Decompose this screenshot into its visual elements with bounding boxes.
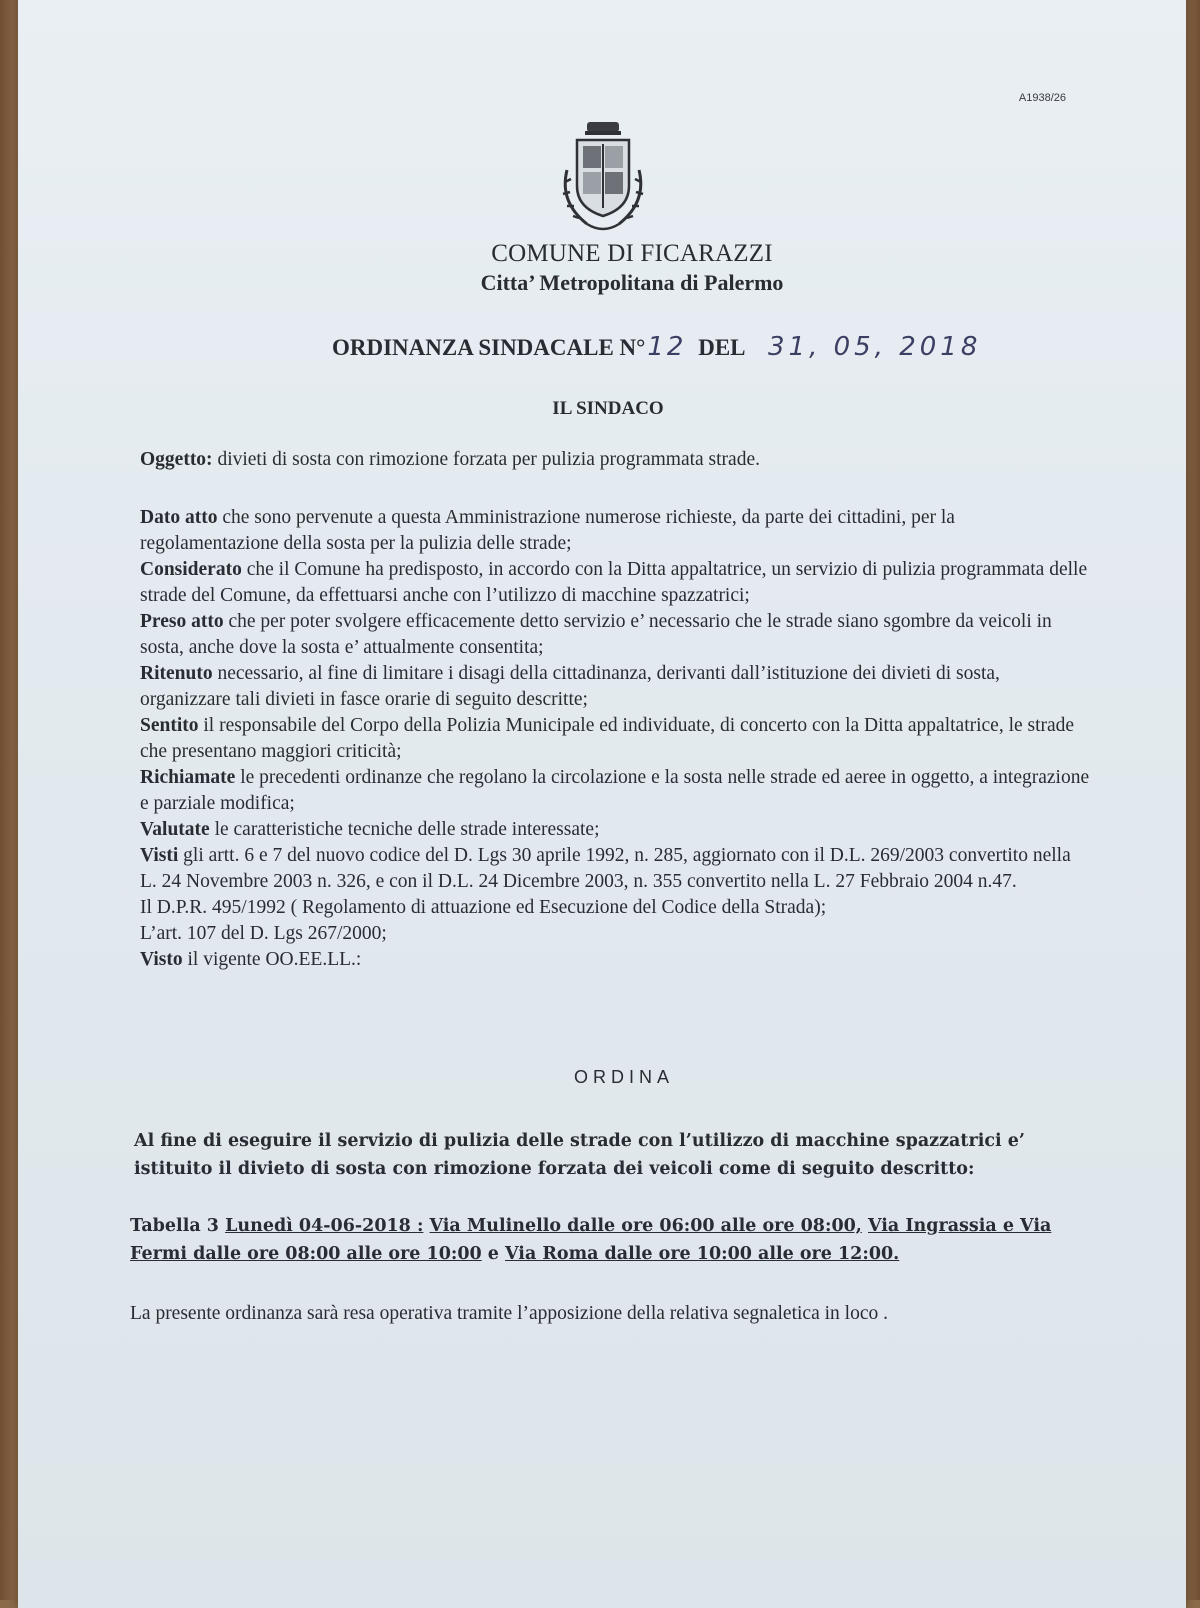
ordinance-number: 12 bbox=[647, 332, 687, 362]
schedule-block bbox=[130, 1212, 1095, 1268]
disposition-text: Al fine di eseguire il servizio di pulizia delle strade con l’utilizzo di macchine spazzatrici e’ istituito il divieto di sosta con rimozione forzata dei veicoli come di seguito descritto: bbox=[134, 1131, 1025, 1179]
header bbox=[18, 240, 1186, 296]
premise-label: Ritenuto bbox=[140, 663, 213, 684]
premise-text: gli artt. 6 e 7 del nuovo codice del D. Lgs 30 aprile 1992, n. 285, aggiornato con il D.L. 269/2003 convertito nella L. 24 Novembre 2003 n. 326, e con il D.L. 24 Dicembre 2003, n. 355 convertito nella L. 27 Febbraio 2004 n.47. bbox=[140, 845, 1071, 892]
table-label: Tabella 3 bbox=[130, 1216, 219, 1236]
premise-item bbox=[140, 661, 1090, 713]
premise-text: che per poter svolgere efficacemente detto servizio e’ necessario che le strade siano sgombre da veicoli in sosta, anche dove la sosta e’ attualmente consentita; bbox=[140, 611, 1052, 658]
subject-label: Oggetto: bbox=[140, 449, 213, 470]
ordinance-title bbox=[332, 332, 981, 362]
premise-label: Valutate bbox=[140, 819, 210, 840]
premise-label: Visto bbox=[140, 949, 183, 970]
premise-text: Il D.P.R. 495/1992 ( Regolamento di attuazione ed Esecuzione del Codice della Strada); bbox=[140, 897, 827, 918]
premise-item bbox=[140, 921, 1090, 947]
premise-label: Preso atto bbox=[140, 611, 224, 632]
premise-item bbox=[140, 843, 1090, 895]
schedule-slot-1: Via Mulinello dalle ore 06:00 alle ore 08:00, bbox=[429, 1216, 862, 1236]
premise-item bbox=[140, 817, 1090, 843]
premise-text: le precedenti ordinanze che regolano la circolazione e la sosta nelle strade ed aeree in oggetto, a integrazione e parziale modifica; bbox=[140, 767, 1090, 814]
municipality-name: COMUNE DI FICARAZZI bbox=[491, 240, 773, 267]
premise-text: il vigente OO.EE.LL.: bbox=[182, 949, 362, 970]
premise-item bbox=[140, 505, 1090, 557]
schedule-slot-3: Via Roma dalle ore 10:00 alle ore 12:00. bbox=[505, 1244, 900, 1264]
premise-label: Considerato bbox=[140, 559, 242, 580]
premise-item bbox=[140, 557, 1090, 609]
date-label: DEL bbox=[698, 335, 745, 360]
premise-label: Visti bbox=[140, 845, 179, 866]
coat-of-arms-icon bbox=[553, 120, 653, 240]
premise-text: L’art. 107 del D. Lgs 267/2000; bbox=[140, 923, 387, 944]
premise-text: che sono pervenute a questa Amministrazione numerose richieste, da parte dei cittadini, per la regolamentazione della sosta per la pulizia delle strade; bbox=[140, 507, 955, 554]
premise-label: Dato atto bbox=[140, 507, 218, 528]
premise-text: necessario, al fine di limitare i disagi della cittadinanza, derivanti dall’istituzione dei divieti di sosta, organizzare tali divieti in fasce orarie di seguito descritte; bbox=[140, 663, 1000, 710]
ordinance-label: ORDINANZA SINDACALE N° bbox=[332, 335, 646, 360]
premise-text: le caratteristiche tecniche delle strade interessate; bbox=[209, 819, 600, 840]
premise-item bbox=[140, 713, 1090, 765]
premise-item bbox=[140, 895, 1090, 921]
schedule-slot-2: Via Ingrassia e Via Fermi dalle ore 08:00 alle ore 10:00 bbox=[130, 1216, 1052, 1264]
schedule-day: Lunedì 04-06-2018 : bbox=[225, 1216, 424, 1236]
issuer-heading: IL SINDACO bbox=[552, 398, 664, 419]
reference-code: A1938/26 bbox=[1018, 92, 1066, 104]
ordinance-date: 31, 05, 2018 bbox=[767, 332, 982, 362]
premise-item bbox=[140, 765, 1090, 817]
schedule-conjunction: e bbox=[487, 1244, 499, 1264]
premise-item bbox=[140, 947, 1090, 973]
metro-area-name: Citta’ Metropolitana di Palermo bbox=[480, 270, 784, 295]
closing-text: La presente ordinanza sarà resa operativa tramite l’apposizione della relativa segnaletica in loco . bbox=[130, 1303, 888, 1324]
subject-line bbox=[140, 447, 1090, 473]
premise-label: Richiamate bbox=[140, 767, 236, 788]
premise-item bbox=[140, 609, 1090, 661]
document-page bbox=[18, 0, 1186, 1608]
premises-list bbox=[140, 505, 1090, 973]
order-heading: ORDINA bbox=[573, 1067, 674, 1087]
premise-text: che il Comune ha predisposto, in accordo con la Ditta appaltatrice, un servizio di pulizia programmata delle strade del Comune, da effettuarsi anche con l’utilizzo di macchine spazzatrici; bbox=[140, 559, 1088, 606]
subject-text: divieti di sosta con rimozione forzata per pulizia programmata strade. bbox=[217, 449, 760, 470]
premise-text: il responsabile del Corpo della Polizia Municipale ed individuate, di concerto con la Ditta appaltatrice, le strade che presentano maggiori criticità; bbox=[140, 715, 1075, 762]
premise-label: Sentito bbox=[140, 715, 199, 736]
